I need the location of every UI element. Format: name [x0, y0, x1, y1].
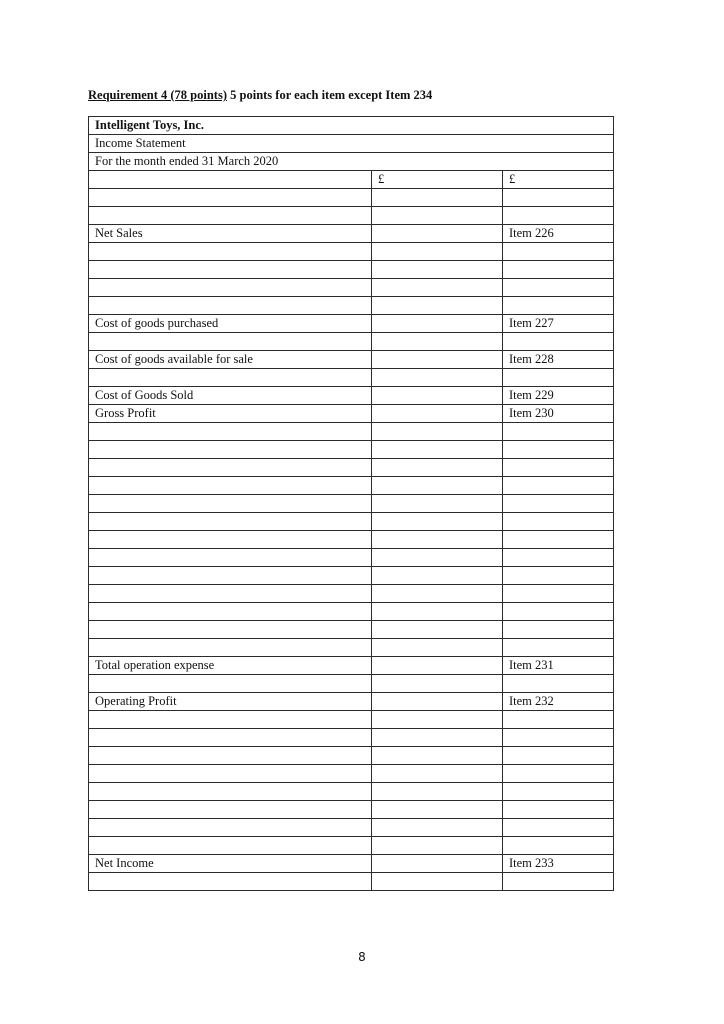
row-label-cell: [89, 531, 372, 549]
row-label-cell: [89, 243, 372, 261]
statement-row: [89, 315, 614, 333]
page-number: 8: [358, 950, 366, 964]
row-amount-col2-cell: [503, 729, 614, 747]
row-label-cell: [89, 369, 372, 387]
row-amount-col2-cell: [503, 549, 614, 567]
row-amount-col1-cell: [372, 441, 503, 459]
row-label-cell: [89, 873, 372, 891]
row-amount-col2-cell: Item 231: [503, 657, 614, 675]
row-amount-col1-cell: [372, 657, 503, 675]
row-label-cell: [89, 819, 372, 837]
row-label-cell: [89, 549, 372, 567]
row-label-cell: Operating Profit: [89, 693, 372, 711]
row-amount-col2-cell: [503, 675, 614, 693]
statement-row: [89, 765, 614, 783]
statement-row: [89, 855, 614, 873]
company-row: [89, 117, 614, 135]
statement-title: Income Statement: [89, 135, 614, 153]
row-label-cell: [89, 297, 372, 315]
statement-row: [89, 495, 614, 513]
requirement-points-note: 5 points for each item except Item 234: [227, 88, 433, 102]
row-label-cell: [89, 513, 372, 531]
row-amount-col1-cell: [372, 621, 503, 639]
statement-row: [89, 585, 614, 603]
row-amount-col2-cell: [503, 207, 614, 225]
statement-row: [89, 837, 614, 855]
row-amount-col2-cell: [503, 819, 614, 837]
statement-row: [89, 549, 614, 567]
row-label-cell: Cost of goods available for sale: [89, 351, 372, 369]
statement-row: [89, 657, 614, 675]
row-label-cell: [89, 441, 372, 459]
row-amount-col1-cell: [372, 189, 503, 207]
row-amount-col2-cell: Item 232: [503, 693, 614, 711]
statement-row: [89, 801, 614, 819]
row-label-cell: [89, 837, 372, 855]
row-amount-col2-cell: Item 228: [503, 351, 614, 369]
statement-row: [89, 189, 614, 207]
currency-header-row: [89, 171, 614, 189]
row-amount-col1-cell: [372, 639, 503, 657]
row-amount-col1-cell: [372, 873, 503, 891]
statement-row: [89, 441, 614, 459]
row-label-cell: [89, 333, 372, 351]
row-label-cell: [89, 189, 372, 207]
statement-row: [89, 819, 614, 837]
row-amount-col1-cell: [372, 243, 503, 261]
row-amount-col2-cell: [503, 585, 614, 603]
statement-row: [89, 711, 614, 729]
row-amount-col1-cell: [372, 531, 503, 549]
row-amount-col1-cell: [372, 585, 503, 603]
statement-row: [89, 747, 614, 765]
statement-row: [89, 225, 614, 243]
row-amount-col2-cell: [503, 747, 614, 765]
row-amount-col2-cell: [503, 639, 614, 657]
row-amount-col1-cell: [372, 315, 503, 333]
statement-row: [89, 459, 614, 477]
row-label-cell: [89, 675, 372, 693]
row-amount-col1-cell: [372, 477, 503, 495]
row-label-cell: [89, 495, 372, 513]
row-amount-col1-cell: [372, 801, 503, 819]
row-amount-col2-cell: [503, 477, 614, 495]
statement-row: [89, 693, 614, 711]
row-amount-col2-cell: [503, 783, 614, 801]
row-amount-col1-cell: [372, 297, 503, 315]
statement-row: [89, 279, 614, 297]
row-label-cell: [89, 459, 372, 477]
row-amount-col2-cell: [503, 297, 614, 315]
label-header-cell: [89, 171, 372, 189]
row-amount-col2-cell: [503, 495, 614, 513]
row-amount-col2-cell: [503, 423, 614, 441]
row-amount-col1-cell: [372, 855, 503, 873]
row-amount-col1-cell: [372, 225, 503, 243]
row-amount-col2-cell: Item 229: [503, 387, 614, 405]
row-label-cell: Total operation expense: [89, 657, 372, 675]
row-amount-col1-cell: [372, 333, 503, 351]
row-label-cell: [89, 603, 372, 621]
row-amount-col1-cell: [372, 765, 503, 783]
statement-row: [89, 603, 614, 621]
period-row: [89, 153, 614, 171]
statement-row: [89, 405, 614, 423]
row-label-cell: [89, 207, 372, 225]
row-label-cell: [89, 261, 372, 279]
row-label-cell: Net Sales: [89, 225, 372, 243]
row-label-cell: [89, 279, 372, 297]
row-amount-col2-cell: [503, 261, 614, 279]
row-amount-col1-cell: [372, 513, 503, 531]
row-amount-col1-cell: [372, 747, 503, 765]
row-label-cell: Cost of Goods Sold: [89, 387, 372, 405]
row-amount-col1-cell: [372, 351, 503, 369]
row-label-cell: Cost of goods purchased: [89, 315, 372, 333]
row-amount-col1-cell: [372, 459, 503, 477]
requirement-heading: [88, 88, 432, 103]
row-label-cell: [89, 747, 372, 765]
row-label-cell: Net Income: [89, 855, 372, 873]
row-label-cell: [89, 783, 372, 801]
statement-row: [89, 873, 614, 891]
currency-header-col1: £: [372, 171, 503, 189]
row-amount-col2-cell: [503, 531, 614, 549]
row-amount-col1-cell: [372, 369, 503, 387]
statement-period: For the month ended 31 March 2020: [89, 153, 614, 171]
company-name: Intelligent Toys, Inc.: [89, 117, 614, 135]
row-amount-col2-cell: [503, 837, 614, 855]
row-amount-col2-cell: [503, 873, 614, 891]
statement-row: [89, 351, 614, 369]
statement-row: [89, 531, 614, 549]
statement-row: [89, 639, 614, 657]
statement-row: [89, 297, 614, 315]
row-amount-col2-cell: [503, 765, 614, 783]
currency-header-col2: £: [503, 171, 614, 189]
row-label-cell: [89, 423, 372, 441]
row-amount-col2-cell: Item 226: [503, 225, 614, 243]
row-amount-col2-cell: [503, 513, 614, 531]
statement-row: [89, 675, 614, 693]
row-amount-col1-cell: [372, 279, 503, 297]
row-label-cell: [89, 729, 372, 747]
statement-row: [89, 567, 614, 585]
row-amount-col1-cell: [372, 567, 503, 585]
row-amount-col2-cell: [503, 711, 614, 729]
row-label-cell: [89, 585, 372, 603]
statement-row: [89, 333, 614, 351]
row-amount-col1-cell: [372, 693, 503, 711]
statement-row: [89, 369, 614, 387]
row-amount-col1-cell: [372, 675, 503, 693]
row-amount-col1-cell: [372, 603, 503, 621]
row-amount-col1-cell: [372, 819, 503, 837]
row-amount-col2-cell: [503, 333, 614, 351]
statement-row: [89, 423, 614, 441]
row-amount-col1-cell: [372, 387, 503, 405]
row-label-cell: [89, 711, 372, 729]
statement-row: [89, 261, 614, 279]
row-amount-col1-cell: [372, 207, 503, 225]
statement-row: [89, 729, 614, 747]
statement-row: [89, 621, 614, 639]
row-amount-col1-cell: [372, 783, 503, 801]
row-amount-col2-cell: Item 233: [503, 855, 614, 873]
row-label-cell: [89, 801, 372, 819]
row-amount-col1-cell: [372, 405, 503, 423]
income-statement-table: [88, 116, 614, 891]
row-amount-col2-cell: [503, 369, 614, 387]
row-amount-col2-cell: Item 230: [503, 405, 614, 423]
row-label-cell: [89, 621, 372, 639]
statement-row: [89, 513, 614, 531]
row-amount-col1-cell: [372, 837, 503, 855]
row-amount-col2-cell: [503, 621, 614, 639]
statement-row: [89, 243, 614, 261]
row-amount-col2-cell: [503, 279, 614, 297]
row-label-cell: [89, 477, 372, 495]
row-amount-col1-cell: [372, 423, 503, 441]
row-amount-col2-cell: [503, 603, 614, 621]
row-amount-col2-cell: [503, 189, 614, 207]
statement-title-row: [89, 135, 614, 153]
statement-row: [89, 477, 614, 495]
row-amount-col2-cell: [503, 459, 614, 477]
row-label-cell: [89, 639, 372, 657]
row-amount-col1-cell: [372, 711, 503, 729]
row-amount-col2-cell: [503, 567, 614, 585]
row-amount-col2-cell: [503, 801, 614, 819]
row-amount-col2-cell: [503, 441, 614, 459]
statement-row: [89, 783, 614, 801]
row-label-cell: [89, 567, 372, 585]
requirement-title: Requirement 4 (78 points): [88, 88, 228, 102]
row-amount-col1-cell: [372, 729, 503, 747]
row-amount-col2-cell: Item 227: [503, 315, 614, 333]
row-label-cell: Gross Profit: [89, 405, 372, 423]
row-amount-col1-cell: [372, 549, 503, 567]
row-label-cell: [89, 765, 372, 783]
statement-row: [89, 387, 614, 405]
statement-row: [89, 207, 614, 225]
row-amount-col1-cell: [372, 261, 503, 279]
row-amount-col2-cell: [503, 243, 614, 261]
row-amount-col1-cell: [372, 495, 503, 513]
